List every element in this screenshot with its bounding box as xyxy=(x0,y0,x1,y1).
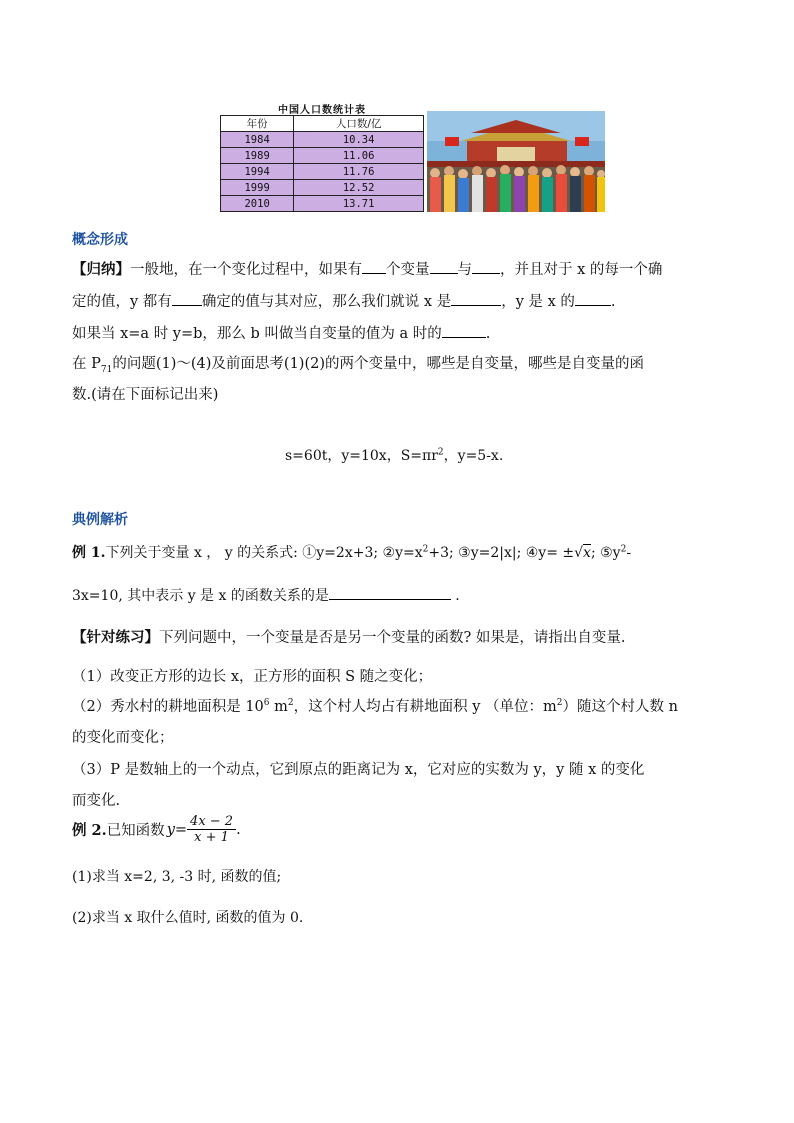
answer-blank[interactable] xyxy=(329,587,451,600)
summary-text: 如果当 x=a 时 y=b，那么 b 叫做当自变量的值为 a 时的 xyxy=(72,326,442,342)
answer-blank[interactable] xyxy=(472,261,500,274)
example1-text: 3x=10, 其中表示 y 是 x 的函数关系的是 xyxy=(72,588,329,604)
table-cell-population: 13.71 xyxy=(294,196,424,212)
summary-text: 的问题(1)～(4)及前面思考(1)(2)的两个变量中，哪些是自变量，哪些是自变量的函 xyxy=(112,356,644,372)
practice-sup: 2 xyxy=(556,698,563,709)
answer-blank[interactable] xyxy=(442,325,486,338)
example1-line-2 xyxy=(72,585,460,605)
table-cell-year: 1989 xyxy=(221,148,294,164)
table-row xyxy=(221,180,424,196)
formula-text: s=60t，y=10x，S=πr xyxy=(285,448,438,464)
table-row xyxy=(221,148,424,164)
example2-part-1: (1)求当 x=2, 3, -3 时, 函数的值; xyxy=(72,869,282,885)
answer-blank[interactable] xyxy=(575,293,611,306)
example2-part-2: (2)求当 x 取什么值时, 函数的值为 0. xyxy=(72,910,304,926)
table-cell-year: 1994 xyxy=(221,164,294,180)
table-title: 中国人口数统计表 xyxy=(278,105,366,116)
summary-text: 定的值，y 都有 xyxy=(72,294,172,310)
table-row xyxy=(221,196,424,212)
summary-line-5: 数.(请在下面标记出来) xyxy=(72,387,219,403)
tiananmen-crowd-photo xyxy=(427,111,605,212)
practice-tag: 【针对练习】 xyxy=(72,629,159,646)
example1-text: - xyxy=(626,545,632,561)
summary-text: 确定的值与其对应，那么我们就说 x 是 xyxy=(201,294,452,310)
sqrt-radicand: x xyxy=(583,545,591,561)
summary-text: 在 P xyxy=(72,356,101,372)
practice-q1: （1）改变正方形的边长 x，正方形的面积 S 随之变化； xyxy=(72,669,433,685)
table-cell-population: 11.06 xyxy=(294,148,424,164)
example1-text: ; ⑤y xyxy=(590,545,621,561)
practice-text: ）随这个村人数 n xyxy=(562,699,678,715)
table-cell-population: 11.76 xyxy=(294,164,424,180)
formula-sup: 2 xyxy=(437,447,444,458)
practice-intro-line xyxy=(72,626,626,647)
equals-sign: = xyxy=(174,821,188,838)
example1-label: 例 1. xyxy=(72,545,106,561)
example1-sup: 2 xyxy=(620,544,627,555)
population-table xyxy=(220,115,424,212)
practice-q2-line-1 xyxy=(72,695,678,716)
function-y: y xyxy=(166,821,175,838)
page-ref-subscript: 71 xyxy=(100,364,113,375)
formula-text: ，y=5-x. xyxy=(443,448,504,464)
table-row xyxy=(221,132,424,148)
concept-heading: 概念形成 xyxy=(72,232,128,248)
example1-text: . xyxy=(450,588,460,604)
example2-label: 例 2. xyxy=(72,822,107,839)
summary-line-3 xyxy=(72,322,490,343)
summary-text: . xyxy=(485,326,491,342)
summary-text: 与 xyxy=(457,262,472,278)
example2-text: . xyxy=(236,821,241,838)
practice-q2-line-2: 的变化而变化； xyxy=(72,730,174,746)
summary-text: ，y 是 x 的 xyxy=(501,294,575,310)
table-header-year: 年份 xyxy=(221,116,294,132)
practice-text: 下列问题中，一个变量是否是另一个变量的函数? 如果是，请指出自变量. xyxy=(159,630,626,646)
example2-text: 已知函数 xyxy=(106,823,165,839)
table-cell-year: 2010 xyxy=(221,196,294,212)
summary-text: 一般地，在一个变化过程中，如果有 xyxy=(130,262,362,278)
table-cell-year: 1999 xyxy=(221,180,294,196)
summary-text: . xyxy=(610,294,616,310)
answer-blank[interactable] xyxy=(430,261,458,274)
practice-text: （2）秀水村的耕地面积是 10 xyxy=(72,699,264,715)
answer-blank[interactable] xyxy=(451,293,501,306)
formula-line xyxy=(285,445,503,465)
table-cell-year: 1984 xyxy=(221,132,294,148)
example-heading: 典例解析 xyxy=(72,512,128,528)
fraction-numerator: 4x − 2 xyxy=(187,814,236,830)
table-header-population: 人口数/亿 xyxy=(294,116,424,132)
answer-blank[interactable] xyxy=(362,261,386,274)
summary-text: ，并且对于 x 的每一个确 xyxy=(500,262,663,278)
fraction-denominator: x + 1 xyxy=(194,830,229,845)
summary-tag: 【归纳】 xyxy=(72,261,130,278)
example1-text: +3; ③y=2|x|; ④y= ± xyxy=(428,545,575,561)
example1-text: 下列关于变量 x ， y 的关系式: ①y=2x+3; ②y=x xyxy=(105,545,423,561)
answer-blank[interactable] xyxy=(172,293,202,306)
table-row xyxy=(221,164,424,180)
example2-line xyxy=(72,814,241,845)
summary-line-1 xyxy=(72,258,662,279)
example1-line-1 xyxy=(72,542,631,562)
practice-q3-line-2: 而变化. xyxy=(72,793,121,809)
summary-line-4 xyxy=(72,352,644,375)
practice-q3-line-1: （3）P 是数轴上的一个动点，它到原点的距离记为 x，它对应的实数为 y，y 随 x 的变化 xyxy=(72,762,645,778)
practice-sup: 2 xyxy=(287,698,294,709)
practice-sup: 6 xyxy=(263,698,270,709)
function-fraction xyxy=(187,814,236,845)
practice-text: m xyxy=(269,699,288,715)
example1-sup: 2 xyxy=(422,544,429,555)
table-cell-population: 10.34 xyxy=(294,132,424,148)
practice-text: ，这个村人均占有耕地面积 y （单位：m xyxy=(293,699,557,715)
summary-text: 个变量 xyxy=(386,262,430,278)
summary-line-2 xyxy=(72,290,616,311)
sqrt-symbol: √ xyxy=(574,545,584,561)
table-cell-population: 12.52 xyxy=(294,180,424,196)
